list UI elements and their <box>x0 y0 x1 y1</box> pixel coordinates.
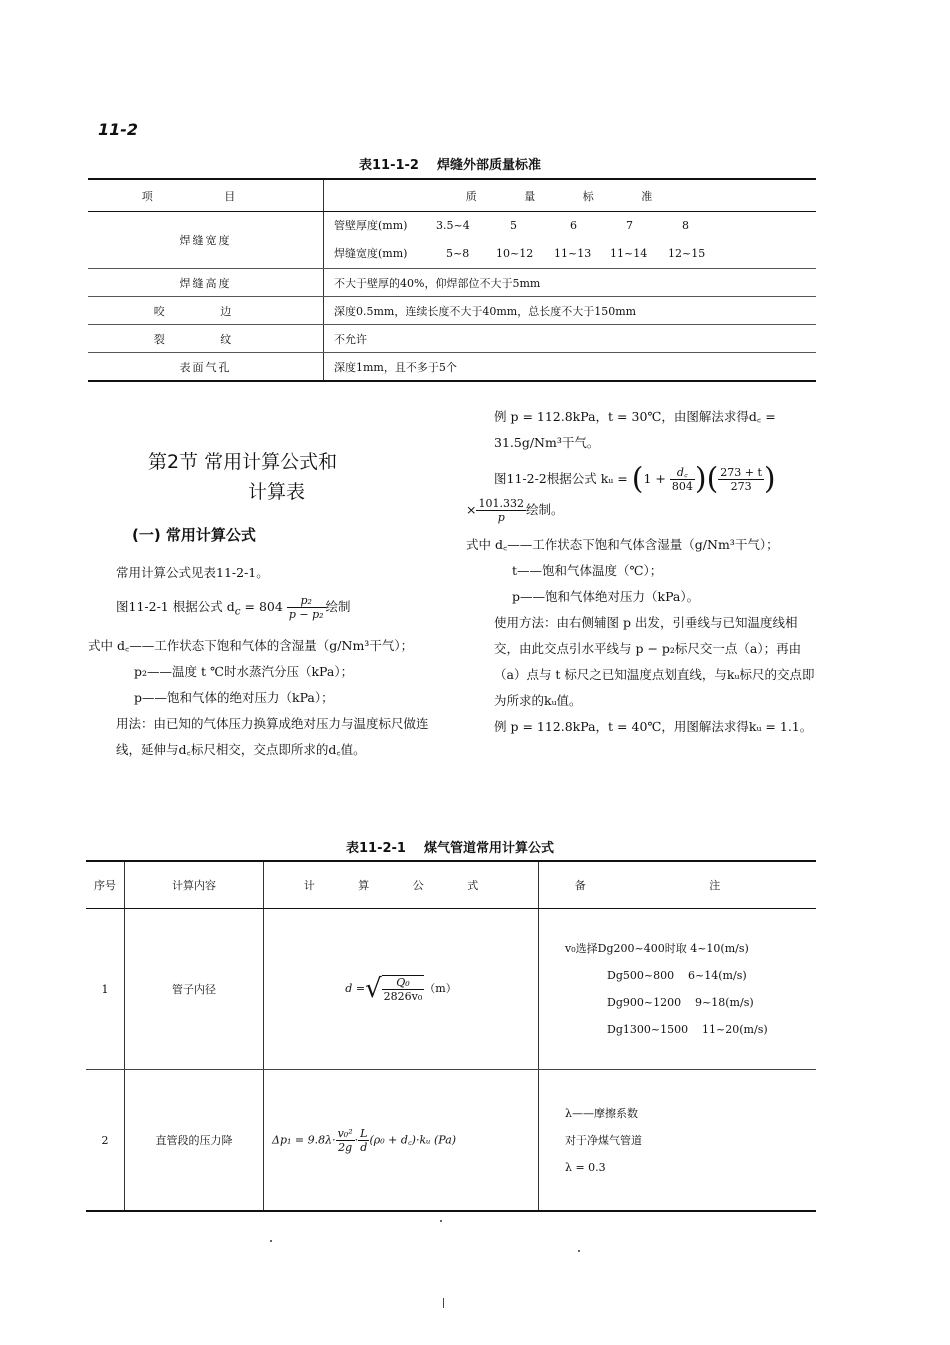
table-header-row <box>86 861 816 909</box>
definition: p——饱和气体的绝对压力（kPa）； <box>134 689 334 705</box>
table-row <box>86 1070 816 1212</box>
row-text: 深度0.5mm，连续长度不大于40mm，总长度不大于150mm <box>324 297 817 325</box>
example-paragraph: 例 p = 112.8kPa，t = 30℃，由图解法求得d꜀ = 31.5g/Nm³干气。 <box>494 409 776 450</box>
definition: 式中 d꜀——工作状态下饱和气体含湿量（g/Nm³干气）； <box>466 537 779 552</box>
formula-fraction: $\frac{d꜀}{804}$ <box>671 466 693 493</box>
section-title-line1: 第2节 常用计算公式和 <box>148 451 338 473</box>
right-column <box>466 404 816 740</box>
formula-fraction: $\frac{101.332}{p}$ <box>478 497 524 524</box>
table-row <box>88 269 816 297</box>
wall-label: 管壁厚度(mm) <box>334 219 408 232</box>
table2-number: 表11-2-1 <box>346 841 406 856</box>
definition: p₂——温度 t ℃时水蒸汽分压（kPa）； <box>134 663 354 679</box>
gas-pipe-formula-table <box>86 860 816 1212</box>
note-line: v₀选择Dg200~400时取 4~10(m/s) <box>565 942 749 955</box>
row-notes <box>539 1070 817 1212</box>
table-row <box>88 297 816 325</box>
formula-paragraph: 图11-2-1 根据公式 $d_c = 804$ $\frac{\text{p₂}}{\text{p − p₂}}$ 绘制 <box>116 594 351 621</box>
table-row <box>88 212 816 269</box>
row-content: 管子内径 <box>125 909 264 1070</box>
section-heading <box>148 447 337 507</box>
section-title-line2: 计算表 <box>248 481 306 503</box>
row-text: 不大于壁厚的40%，仰焊部位不大于5mm <box>324 269 817 297</box>
row-no: 1 <box>86 909 125 1070</box>
table-row <box>86 909 816 1070</box>
row-label: 裂 纹 <box>88 325 324 353</box>
header-no: 序号 <box>86 861 125 909</box>
row-label: 焊缝高度 <box>88 269 324 297</box>
table1-number: 表11-1-2 <box>359 158 419 173</box>
weld-quality-table <box>88 178 816 382</box>
header-formula: 计 算 公 式 <box>264 861 539 909</box>
header-standard: 质 量 标 准 <box>324 179 817 212</box>
table-row <box>88 353 816 382</box>
row-notes <box>539 909 817 1070</box>
formula-fraction: $\frac{273 + t}{273}$ <box>720 466 762 493</box>
formula-fraction: $\frac{\text{p₂}}{\text{p − p₂}}$ <box>288 594 324 621</box>
row-formula: d =√ $\frac{\text{Q₀}}{\text{2826v₀}}$ （m） <box>264 909 539 1070</box>
row-label: 表面气孔 <box>88 353 324 382</box>
definition: 式中 d꜀——工作状态下饱和气体的含湿量（g/Nm³干气）； <box>88 637 414 653</box>
table-row <box>88 325 816 353</box>
row-label: 咬 边 <box>88 297 324 325</box>
left-column <box>88 560 440 763</box>
row-no: 2 <box>86 1070 125 1212</box>
table2-caption <box>0 837 900 856</box>
formula-paragraph: 图11-2-2根据公式 kᵤ = (1 + $\frac{d꜀}{804}$ )( $\frac{273 + t}{273}$ ) <box>494 461 776 497</box>
width-values: 管壁厚度(mm) 3.5~4 5 6 7 8 焊缝宽度(mm) 5~8 10~12 11~13 11~14 12~15 <box>324 212 817 269</box>
scan-speck <box>440 1220 442 1222</box>
header-content: 计算内容 <box>125 861 264 909</box>
definition: t——饱和气体温度（℃）； <box>512 563 663 578</box>
row-text: 不允许 <box>324 325 817 353</box>
page-number: 11-2 <box>98 120 139 139</box>
usage-paragraph: 使用方法：由右侧辅图 p 出发，引垂线与已知温度线相交，由此交点引水平线与 p − p₂标尺交一点（a）；再由（a）点与 t 标尺之已知温度点划直线，与kᵤ标尺的交点即为所求的kᵤ值。 <box>494 615 815 708</box>
scan-mark <box>443 1298 444 1308</box>
table2-title: 煤气管道常用计算公式 <box>423 841 554 856</box>
table-header-row <box>88 179 816 212</box>
note-line: λ——摩擦系数 <box>565 1106 638 1120</box>
definition: p——饱和气体绝对压力（kPa）。 <box>512 589 700 604</box>
header-item: 项 目 <box>88 179 324 212</box>
scan-speck <box>270 1240 272 1242</box>
note-line: Dg900~1200 9~18(m/s) <box>607 996 754 1009</box>
weld-label: 焊缝宽度(mm) <box>334 247 408 260</box>
table1-title: 焊缝外部质量标准 <box>436 158 541 173</box>
subsection-heading: (一) 常用计算公式 <box>132 526 256 544</box>
paragraph: 常用计算公式见表11-2-1。 <box>116 565 269 580</box>
table1-caption <box>0 154 900 173</box>
note-line: Dg1300~1500 11~20(m/s) <box>607 1023 768 1036</box>
example-paragraph: 例 p = 112.8kPa，t = 40℃，用图解法求得kᵤ = 1.1。 <box>494 719 813 734</box>
header-notes: 备 注 <box>539 861 817 909</box>
row-text: 深度1mm，且不多于5个 <box>324 353 817 382</box>
formula-continuation: × $\frac{101.332}{p}$ 绘制。 <box>466 497 564 524</box>
note-line: 对于净煤气管道 <box>565 1133 642 1147</box>
row-formula: Δp₁ = 9.8λ· $\frac{\text{v₀²}}{2g}$ · $\frac{L}{d}$ (ρ₀ + d꜀)·kᵤ (Pa) <box>264 1070 539 1212</box>
scan-speck <box>578 1250 580 1252</box>
row-label: 焊缝宽度 <box>88 212 324 269</box>
row-content: 直管段的压力降 <box>125 1070 264 1212</box>
note-line: Dg500~800 6~14(m/s) <box>607 969 747 982</box>
note-line: λ = 0.3 <box>565 1160 606 1174</box>
usage-paragraph: 用法：由已知的气体压力换算成绝对压力与温度标尺做连线，延伸与d꜀标尺相交，交点即所求的d꜀值。 <box>116 715 429 757</box>
